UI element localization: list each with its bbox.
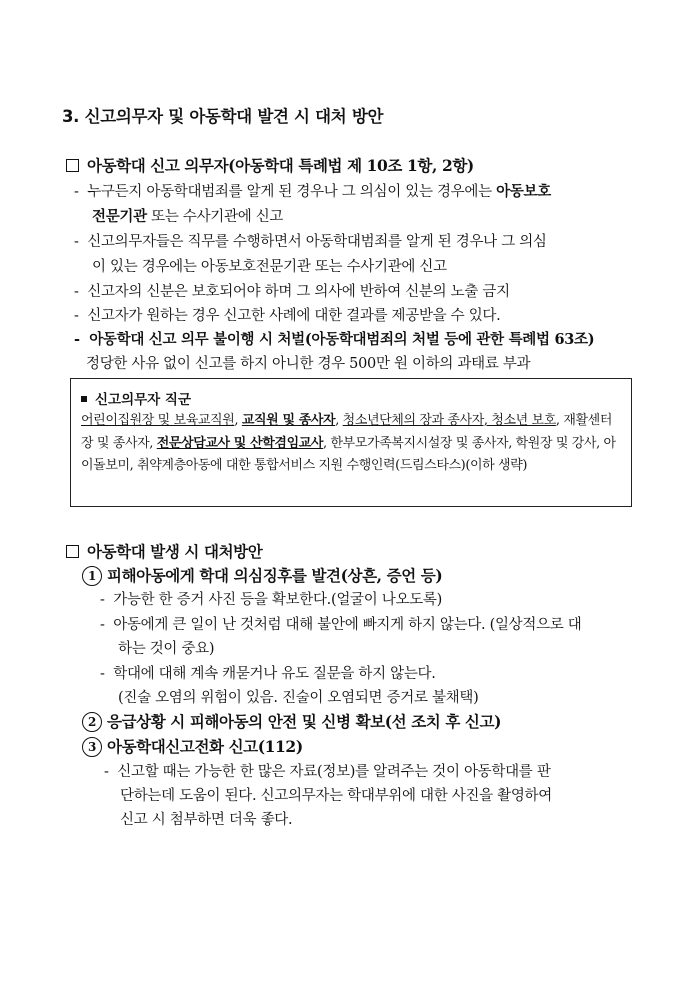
step-1: 1 피해아동에게 학대 의심징후를 발견(상흔, 증언 등) <box>82 564 442 587</box>
list-item-continuation: 하는 것이 중요) <box>118 641 215 657</box>
checkbox-square-icon <box>66 159 79 172</box>
list-item-continuation: (진술 오염의 위험이 있음. 진술이 오염되면 증거로 불채택) <box>118 690 479 706</box>
list-item: - 아동에게 큰 일이 난 것처럼 대해 불안에 빠지게 하지 않는다. (일상적으로 대 <box>100 617 582 633</box>
list-item: - 학대에 대해 계속 캐묻거나 유도 질문을 하지 않는다. <box>100 666 436 682</box>
step-3: 3 아동학대신고전화 신고(112) <box>82 735 303 758</box>
list-item: - 가능한 한 증거 사진 등을 확보한다.(얼굴이 나오도록) <box>100 592 442 608</box>
square-bullet-icon <box>81 396 87 402</box>
list-item-continuation: 전문기관 또는 수사기관에 신고 <box>92 208 284 225</box>
checkbox-square-icon <box>66 545 79 558</box>
reporter-occupations-box <box>70 378 632 507</box>
list-item: - 신고의무자들은 직무를 수행하면서 아동학대범죄를 알게 된 경우나 그 의심 <box>74 234 547 250</box>
list-item: - 신고자의 신분은 보호되어야 하며 그 의사에 반하여 신분의 노출 금지 <box>74 284 510 300</box>
list-item: - 누구든지 아동학대범죄를 알게 된 경우나 그 의심이 있는 경우에는 아동보호 <box>74 183 551 200</box>
penalty-detail: 정당한 사유 없이 신고를 하지 아니한 경우 500만 원 이하의 과태료 부과 <box>86 356 531 372</box>
section-heading-text: 아동학대 발생 시 대처방안 <box>87 542 263 561</box>
section-heading-text: 아동학대 신고 의무자(아동학대 특례법 제 10조 1항, 2항) <box>87 156 474 175</box>
page-title: 3. 신고의무자 및 아동학대 발견 시 대처 방안 <box>62 107 384 126</box>
section-heading-reporters <box>66 154 474 176</box>
list-item-continuation: 이 있는 경우에는 아동보호전문기관 또는 수사기관에 신고 <box>92 259 447 275</box>
list-item: - 신고자가 원하는 경우 신고한 사례에 대한 결과를 제공받을 수 있다. <box>74 308 501 324</box>
section-heading-response <box>66 540 262 562</box>
circled-number-icon: 1 <box>82 566 102 586</box>
list-item: - 신고할 때는 가능한 한 많은 자료(정보)를 알려주는 것이 아동학대를 판 <box>104 764 551 780</box>
circled-number-icon: 3 <box>82 737 102 757</box>
list-item-continuation: 신고 시 첨부하면 더욱 좋다. <box>120 812 293 828</box>
box-body: 어린이집원장 및 보육교직원, 교직원 및 종사자, 청소년단체의 장과 종사자, 청소년 보호, 재활센터장 및 종사자, 전문상담교사 및 산학겸임교사, 한부모가족복지시설장 및 종사자, 학원장 및 강사, 아이돌보미, 취약계층아동에 대한 통합서비스 지원 수행인력(드림스타스)(이하 생략) <box>81 413 616 473</box>
list-item-continuation: 단하는데 도움이 된다. 신고의무자는 학대부위에 대한 사진을 촬영하여 <box>120 788 552 804</box>
list-item-penalty: - 아동학대 신고 의무 불이행 시 처벌(아동학대범죄의 처벌 등에 관한 특례법 63조) <box>74 331 595 348</box>
step-2: 2 응급상황 시 피해아동의 안전 및 신병 확보(선 조치 후 신고) <box>82 710 501 733</box>
circled-number-icon: 2 <box>82 712 102 732</box>
box-heading: 신고의무자 직군 <box>81 388 191 408</box>
